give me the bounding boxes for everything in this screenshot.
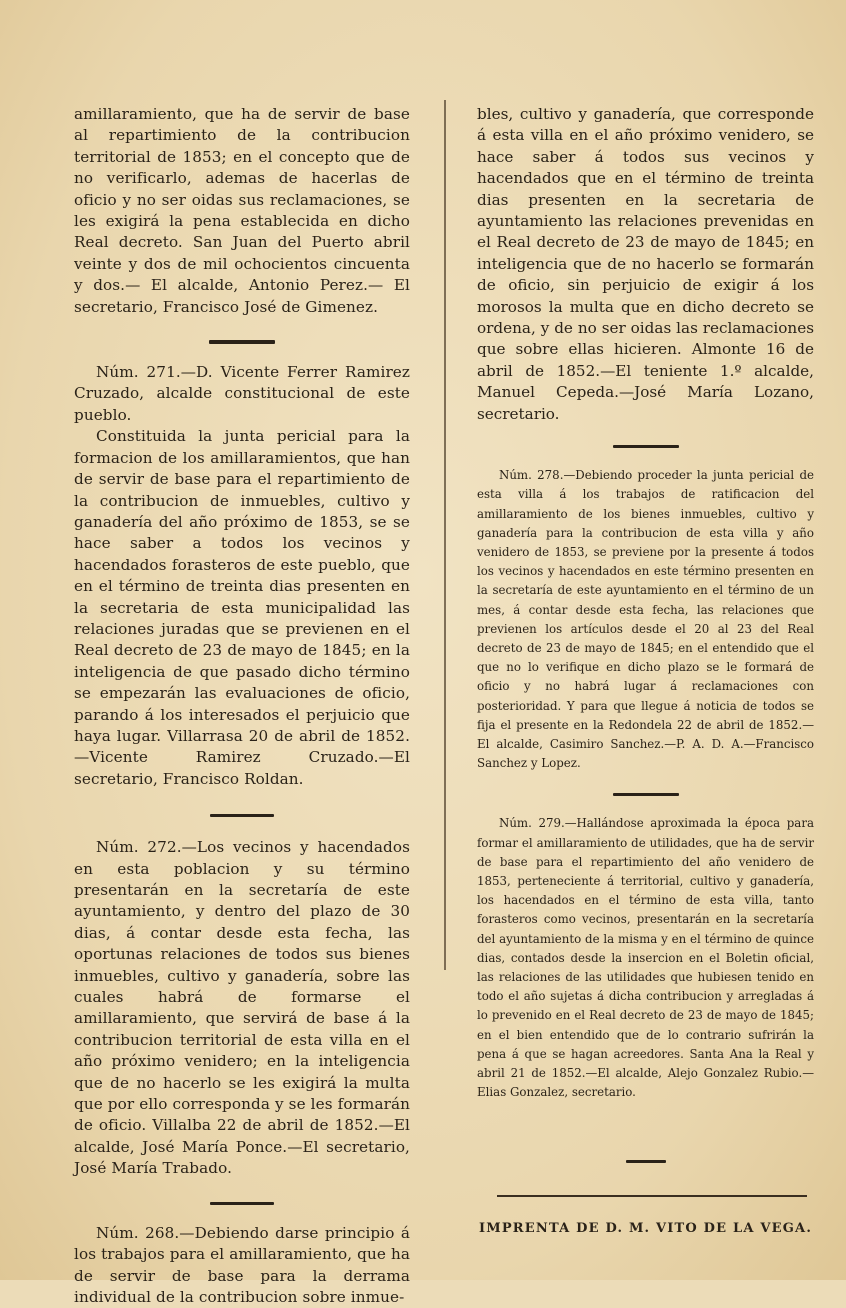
section-rule [613,793,679,796]
section-rule [210,814,274,817]
notice-272: Núm. 272.—Los vecinos y hacendados en esta poblacion y su término presentarán en la secretaría de este ayuntamiento, y dentro del plazo de 30 dias, á contar desde esta fecha, las oportunas relaciones de todos sus bienes inmuebles, cultivo y ganadería, sobre las cuales habrá de formarse el amillaramiento, que servirá de base á la contribucion territorial de esta villa en el año próximo venidero; en la inteligencia que de no hacerlo se les exigirá la multa que por ello corresponda y se les formarán de oficio. Villalba 22 de abril de 1852.—El alcalde, José María Ponce.—El secretario, José María Trabado. [74,838,410,1178]
printer-imprint: IMPRENTA DE D. M. VITO DE LA VEGA. [478,1221,813,1236]
section-rule [626,1160,666,1163]
notice-271-heading: Núm. 271.—D. Vicente Ferrer Ramirez Cruzado, alcalde constitucional de este pueblo. [74,363,410,424]
left-column [74,104,410,1308]
right-column [477,104,814,1163]
notice-278: Núm. 278.—Debiendo proceder la junta pericial de esta villa á los trabajos de ratificacion del amillaramiento de los bienes inmuebles, cultivo y ganadería para la contribucion de esta villa y año venidero de 1853, se previene por la presente á todos los vecinos y hacendados en este término presenten en la secretaría de este ayuntamiento en el término de un mes, á contar desde esta fecha, las relaciones que previenen los artículos desde el 20 al 23 del Real decreto de 23 de mayo de 1845; en el entendido que el que no lo verifique en dicho plazo se le formará de oficio y no habrá lugar á reclamaciones con posterioridad. Y para que llegue á noticia de todos se fija el presente en la Redondela 22 de abril de 1852.—El alcalde, Casimiro Sanchez.—P. A. D. A.—Francisco Sanchez y Lopez. [477,468,814,771]
notice-279: Núm. 279.—Hallándose aproximada la época para formar el amillaramiento de utilidades, que ha de servir de base para el repartimiento del año venidero de 1853, perteneciente á territorial, cultivo y ganadería, los hacendados en el término de esta villa, tanto forasteros como vecinos, presentarán en la secretaría del ayuntamiento de la misma y en el término de quince dias, contados desde la insercion en el Boletin oficial, las relaciones de las utilidades que hubiesen tenido en todo el año sujetas á dicha contribucion y arregladas á lo prevenido en el Real decreto de 23 de mayo de 1845; en el bien entendido que de lo contrario sufrirán la pena á que se hagan acreedores. Santa Ana la Real y abril 21 de 1852.—El alcalde, Alejo Gonzalez Rubio.—Elias Gonzalez, secretario. [477,816,814,1100]
notice-271-body: Constituida la junta pericial para la formacion de los amillaramientos, que han de servir de base para el repartimiento de la contribucion de inmuebles, cultivo y ganadería del año próximo de 1853, se se hace saber a todos los vecinos y hacendados forasteros de este pueblo, que en el término de treinta dias presenten en la secretaria de esta municipalidad las relaciones juradas que se previenen en el Real decreto de 23 de mayo de 1845; en la inteligencia de que pasado dicho término se empezarán las evaluaciones de oficio, parando á los interesados el perjuicio que haya lugar. Villarrasa 20 de abril de 1852.—Vicente Ramirez Cruzado.—El secretario, Francisco Roldan. [74,427,410,788]
notice-268-end: bles, cultivo y ganadería, que corresponde á esta villa en el año próximo venidero, se hace saber á todos sus vecinos y hacendados que en el término de treinta dias presenten en la secretaria de ayuntamiento las relaciones prevenidas en el Real decreto de 23 de mayo de 1845; en inteligencia que de no hacerlo se formarán de oficio, sin perjuicio de exigir á los morosos la multa que en dicho decreto se ordena, y de no ser oidas las reclamaciones que sobre ellas hicieren. Almonte 16 de abril de 1852.—El teniente 1.º alcalde, Manuel Cepeda.—José María Lozano, secretario. [477,105,814,423]
column-divider [444,100,446,970]
section-rule [613,445,679,448]
imprint-rule [497,1195,807,1197]
continued-notice: amillaramiento, que ha de servir de base al repartimiento de la contribucion territorial de 1853; en el concepto que de no verificarlo, ademas de hacerlas de oficio y no ser oidas sus reclamaciones, se les exigirá la pena establecida en dicho Real decreto. San Juan del Puerto abril veinte y dos de mil ochocientos cincuenta y dos.— El alcalde, Antonio Perez.— El secretario, Francisco José de Gimenez. [74,105,410,316]
notice-268-start: Núm. 268.—Debiendo darse principio á los trabajos para el amillaramiento, que ha de servir de base para la derrama individual de la contribucion sobre inmue- [74,1223,410,1306]
section-rule [209,340,275,344]
section-rule [210,1202,274,1205]
